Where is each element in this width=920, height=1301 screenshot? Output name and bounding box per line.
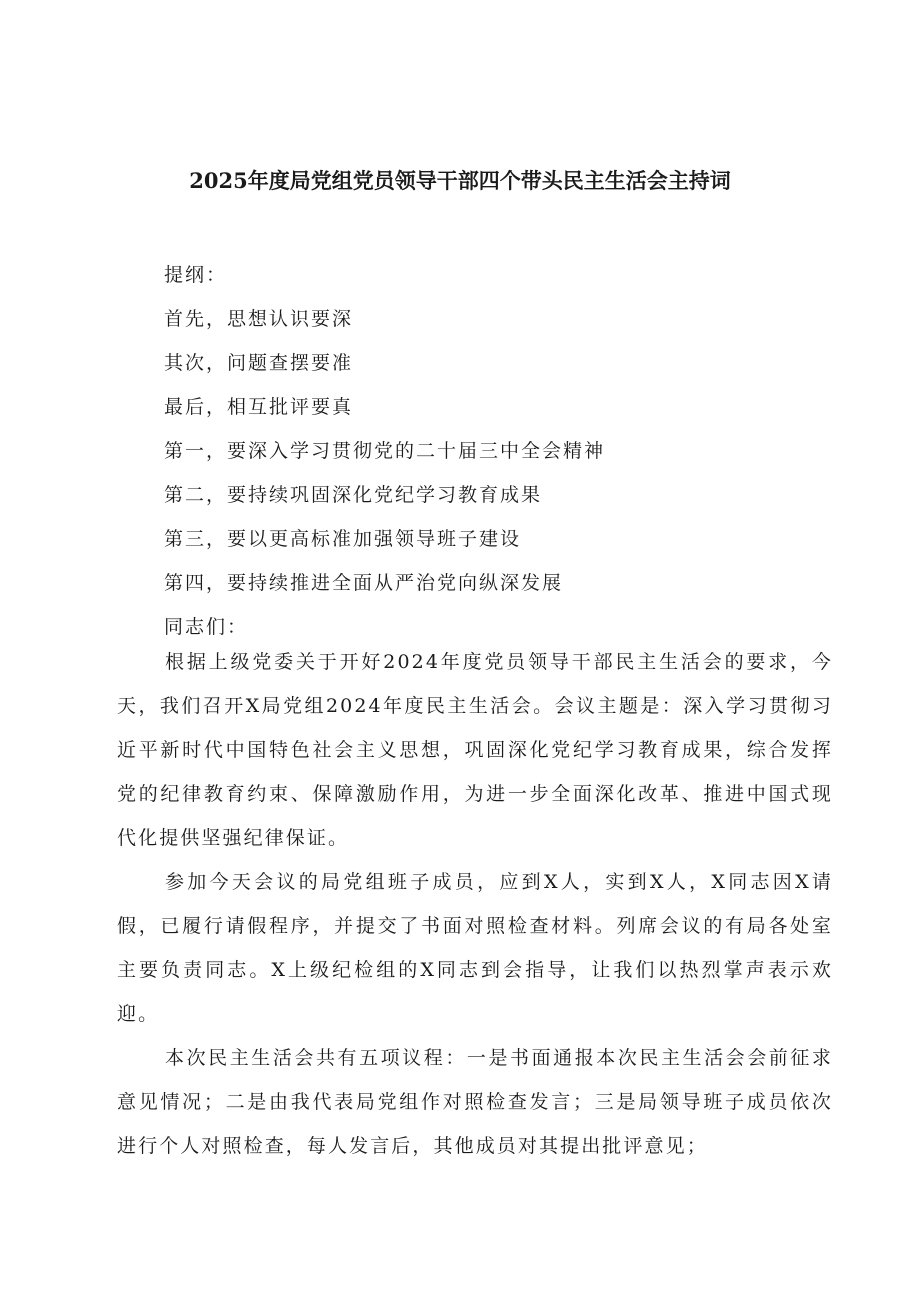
- outline-item: 最后，相互批评要真: [164, 396, 354, 418]
- paragraph: 参加今天会议的局党组班子成员，应到X人，实到X人，X同志因X请假，已履行请假程序，并提交了书面对照检查材料。列席会议的有局各处室主要负责同志。X上级纪检组的X同志到会指导，让我们以热烈掌声表示欢迎。: [117, 871, 833, 1025]
- outline-item: 第四，要持续推进全面从严治党向纵深发展: [164, 572, 564, 594]
- outline-item: 第一，要深入学习贯彻党的二十届三中全会精神: [164, 440, 606, 462]
- outline-list: [164, 253, 605, 649]
- outline-item: 首先，思想认识要深: [164, 308, 354, 330]
- paragraph: 根据上级党委关于开好2024年度党员领导干部民主生活会的要求，今天，我们召开X局党组2024年度民主生活会。会议主题是：深入学习贯彻习近平新时代中国特色社会主义思想，巩固深化党纪学习教育成果，综合发挥党的纪律教育约束、保障激励作用，为进一步全面深化改革、推进中国式现代化提供坚强纪律保证。: [117, 651, 833, 849]
- outline-item: 第三，要以更高标准加强领导班子建设: [164, 528, 522, 550]
- outline-heading: 提纲：: [164, 264, 228, 286]
- salutation: 同志们：: [164, 616, 249, 638]
- paragraph: 本次民主生活会共有五项议程：一是书面通报本次民主生活会会前征求意见情况；二是由我代表局党组作对照检查发言；三是局领导班子成员依次进行个人对照检查，每人发言后，其他成员对其提出批评意见；: [117, 1047, 833, 1157]
- body-text: [117, 640, 833, 1168]
- document-title: 2025年度局党组党员领导干部四个带头民主生活会主持词: [189, 168, 731, 193]
- outline-item: 其次，问题查摆要准: [164, 352, 354, 374]
- outline-item: 第二，要持续巩固深化党纪学习教育成果: [164, 484, 543, 506]
